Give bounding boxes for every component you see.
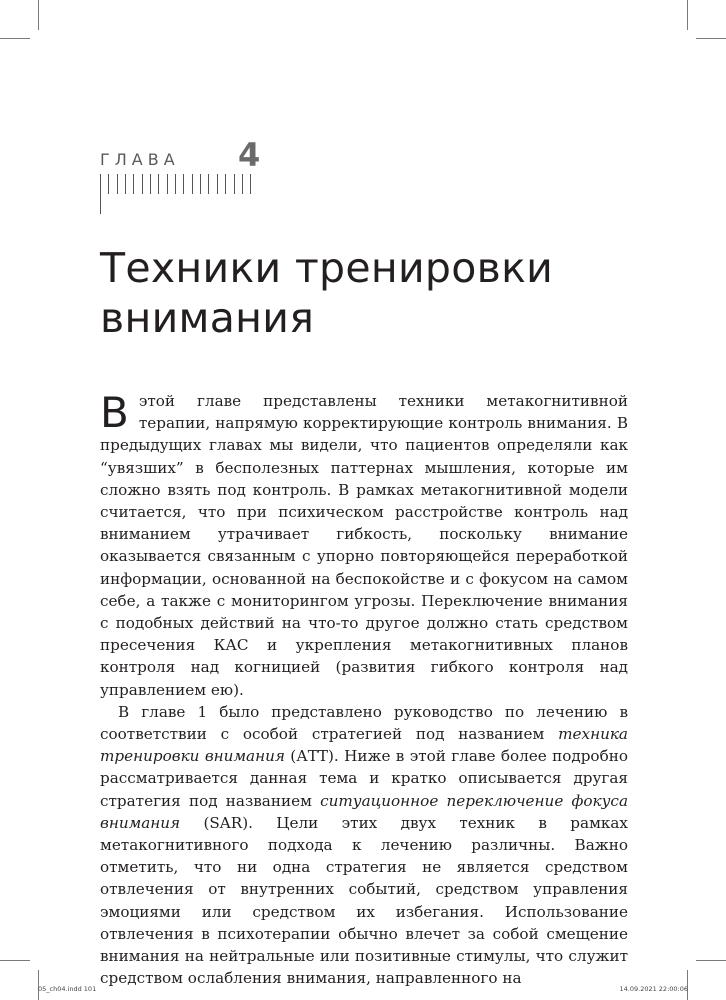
- paragraph-2-emphasis-att: техника тренировки внимания: [100, 725, 628, 766]
- paragraph-2-emphasis-sar: ситуационное переключение фокуса внимания: [100, 791, 628, 832]
- paragraph-2-part1: В главе 1 было представлено руководство по лечению в соответствии с особой стратегией под названием: [100, 702, 628, 744]
- paragraph-2-part3: (SAR). Цели этих двух техник в рамках метакогнитивного подхода к лечению различны. Важно отметить, что ни одна стратегия не является средством отвлечения от внутренних событий, средством управления эмоциями или средством их избегания. Использование отвлечения в психотерапии обычно влечет за собой смещение внимания на нейтральные или позитивные стимулы, что служит средством ослабления внимания, направленного на: [100, 813, 628, 988]
- chapter-title: [100, 243, 640, 343]
- paragraph-2: [100, 701, 628, 990]
- crop-mark-top-right: [687, 0, 688, 30]
- crop-mark-right-top: [696, 38, 726, 39]
- crop-mark-top-left: [38, 0, 39, 30]
- crop-mark-left-bottom: [0, 960, 30, 961]
- crop-mark-left-top: [0, 38, 30, 39]
- footer-file-info: 05_ch04.indd 101: [38, 985, 97, 993]
- crop-mark-right-bottom: [696, 960, 726, 961]
- chapter-word: ГЛАВА: [100, 150, 180, 169]
- paragraph-1: [100, 390, 628, 701]
- body-text: [100, 390, 628, 989]
- chapter-number: 4: [238, 136, 261, 174]
- drop-cap: В: [100, 388, 129, 437]
- chapter-title-line1: Техники тренировки: [100, 244, 554, 293]
- decorative-tick-rule: [100, 174, 260, 194]
- paragraph-1-text: этой главе представлены техники метакогнитивной терапии, напрямую корректирующие контроль внимания. В предыдущих главах мы видели, что пациентов определяли как “увязших” в бесполезных паттернах мышления, которые им сложно взять под контроль. В рамках метакогнитивной модели считается, что при психическом расстройстве контроль над вниманием утрачивает гибкость, поскольку внимание оказывается связанным с упорно повторяющейся переработкой информации, основанной на беспокойстве и с фокусом на самом себе, а также с мониторингом угрозы. Переключение внимания с подобных действий на что-то другое должно стать средством пресечения КАС и укрепления метакогнитивных планов контроля над когницией (развития гибкого контроля над управлением ею).: [100, 392, 628, 699]
- paragraph-2-part2: (АТТ). Ниже в этой главе более подробно рассматривается данная тема и кратко описывается другая стратегия под названием: [100, 747, 628, 810]
- footer-timestamp: 14.09.2021 22:00:06: [619, 985, 688, 993]
- chapter-title-line2: внимания: [100, 294, 315, 343]
